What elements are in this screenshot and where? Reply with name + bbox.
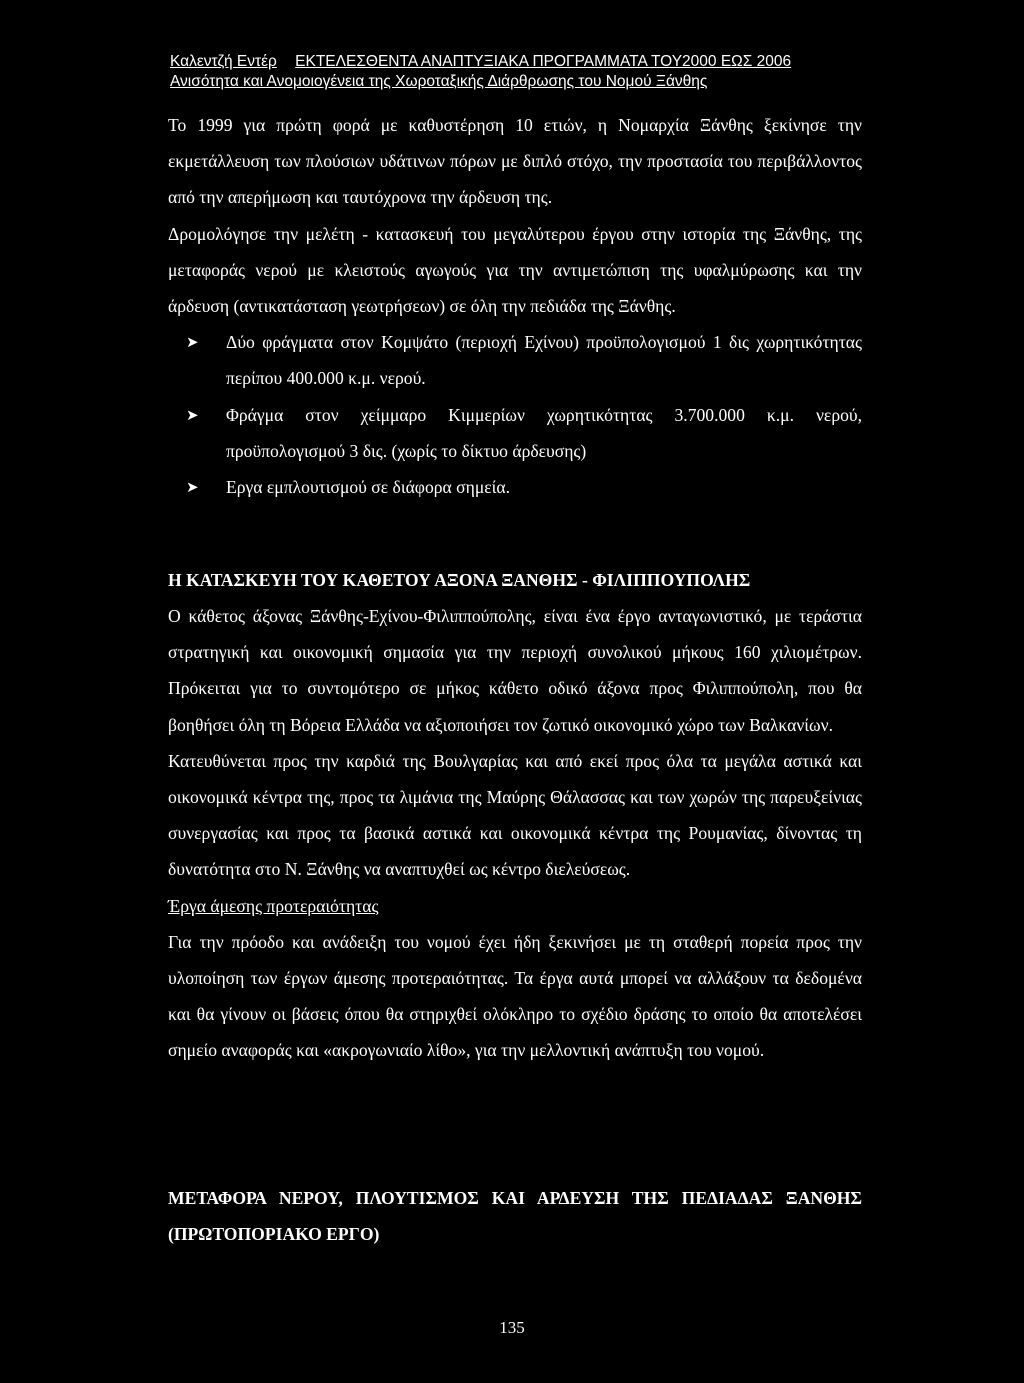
header-author: Καλεντζή Εντέρ xyxy=(170,53,277,70)
paragraph-axis-description: Ο κάθετος άξονας Ξάνθης-Εχίνου-Φιλιππούπολης, είναι ένα έργο ανταγωνιστικό, με τεράστια στρατηγική και οικονομική σημασία για την περιοχή συνολικού μήκους 160 χιλιομέτρων. Πρόκειται για το συντομότερο σε μήκος κάθετο οδικό άξονα προς Φιλιππούπολη, που θα βοηθήσει όλη τη Βόρεια Ελλάδα να αξιοποιήσει τον ζωτικό οικονομικό χώρο των Βαλκανίων. xyxy=(168,606,862,735)
paragraph-1999-start: Το 1999 για πρώτη φορά με καθυστέρηση 10 ετιών, η Νομαρχία Ξάνθης ξεκίνησε την εκμετάλλευση των πλούσιων υδάτινων πόρων με διπλό στόχο, την προστασία του περιβάλλοντος από την απερήμωση και ταυτόχρονα την άρδευση της. xyxy=(168,115,862,208)
section-heading-water-transport: ΜΕΤΑΦΟΡΑ ΝΕΡΟΥ, ΠΛΟΥΤΙΣΜΟΣ ΚΑΙ ΑΡΔΕΥΣΗ ΤΗΣ ΠΕΔΙΑΔΑΣ ΞΑΝΘΗΣ (ΠΡΩΤΟΠΟΡΙΑΚΟ ΕΡΓΟ) xyxy=(168,1188,862,1244)
paragraph-study-construction: Δρομολόγησε την μελέτη - κατασκευή του μεγαλύτερου έργου στην ιστορία της Ξάνθης, της μεταφοράς νερού με κλειστούς αγωγούς για την αντιμετώπιση της υφαλμύρωσης και την άρδευση (αντικατάσταση γεωτρήσεων) σε όλη την πεδιάδα της Ξάνθης. xyxy=(168,223,862,317)
section-heading-axis: Η ΚΑΤΑΣΚΕΥΗ ΤΟΥ ΚΑΘΕΤΟΥ ΑΞΟΝΑ ΞΑΝΘΗΣ - ΦΙΛΙΠΠΟΥΠΟΛΗΣ xyxy=(168,570,751,590)
list-item: ➤ Εργα εμπλουτισμού σε διάφορα σημεία. xyxy=(168,469,862,505)
subheading-priority-works: Έργα άμεσης προτεραιότητας xyxy=(168,895,379,916)
arrowhead-bullet-icon: ➤ xyxy=(186,405,199,424)
projects-bullet-list xyxy=(168,324,862,505)
header-title: ΕΚΤΕΛΕΣΘΕΝΤΑ ΑΝΑΠΤΥΞΙΑΚΑ ΠΡΟΓΡΑΜΜΑΤΑ ΤΟΥ2000 ΕΩΣ 2006 xyxy=(295,53,792,70)
paragraph-priority-works: Για την πρόοδο και ανάδειξη του νομού έχει ήδη ξεκινήσει με τη σταθερή πορεία προς την υλοποίηση των έργων άμεσης προτεραιότητας. Τα έργα αυτά μπορεί να αλλάξουν τα δεδομένα και θα γίνουν οι βάσεις όπου θα στηριχθεί ολόκληρο το σχέδιο δράσης το οποίο θα αποτελέσει σημείο αναφοράς και «ακρογωνιαίο λίθο», για την μελλοντική ανάπτυξη του νομού. xyxy=(168,931,862,1061)
header-subtitle: Ανισότητα και Ανομοιογένεια της Χωροταξικής Διάρθρωσης του Νομού Ξάνθης xyxy=(170,73,708,90)
page-number: 135 xyxy=(499,1318,525,1337)
arrowhead-bullet-icon: ➤ xyxy=(186,333,199,352)
arrowhead-bullet-icon: ➤ xyxy=(186,478,199,497)
paragraph-axis-direction: Κατευθύνεται προς την καρδιά της Βουλγαρίας και από εκεί προς όλα τα μεγάλα αστικά και οικονομικά κέντρα της, προς τα λιμάνια της Μαύρης Θάλασσας και των χωρών της παρευξείνιας συνεργασίας και προς τα βασικά αστικά και οικονομικά κέντρα της Ρουμανίας, δίνοντας τη δυνατότητα στο Ν. Ξάνθης να αναπτυχθεί ως κέντρο διελεύσεως. xyxy=(168,750,862,880)
list-item: ➤ Δύο φράγματα στον Κομψάτο (περιοχή Εχίνου) προϋπολογισμού 1 δις χωρητικότητας περίπου 400.000 κ.μ. νερού. xyxy=(168,324,862,396)
list-item: ➤ Φράγμα στον χείμμαρο Κιμμερίων χωρητικότητας 3.700.000 κ.μ. νερού, προϋπολογισμού 3 δις. (χωρίς το δίκτυο άρδευσης) xyxy=(168,397,862,469)
section-water-projects xyxy=(168,107,862,505)
section-vertical-axis xyxy=(168,562,862,1069)
running-header xyxy=(170,52,791,92)
section-water-transport xyxy=(168,1180,862,1252)
